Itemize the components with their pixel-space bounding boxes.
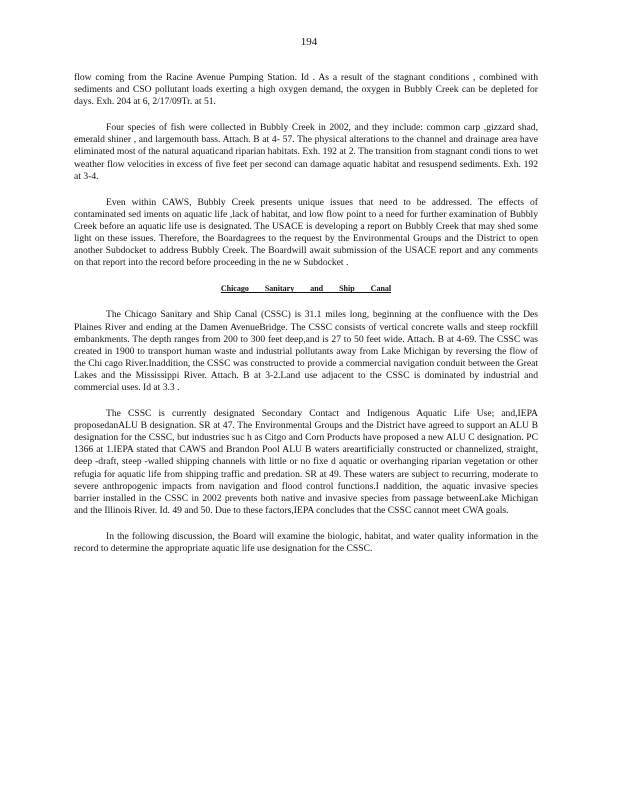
section-heading-cssc: Chicago Sanitary and Ship Canal xyxy=(220,284,392,294)
page-number: 194 xyxy=(300,36,318,48)
paragraph-racine-continuation: flow coming from the Racine Avenue Pumping Station. Id . As a result of the stagnant conditions , combined with sediments and CSO pollutant loads exerting a high oxygen demand, the oxygen in Bubbly Creek can be depleted for days. Exh. 204 at 6, 2/17/09Tr. at 51. xyxy=(74,72,538,108)
paragraph-bubbly-creek-issues: Even within CAWS, Bubbly Creek presents unique issues that need to be addressed. The effects of contaminated sed iments on aquatic life ,lack of habitat, and low flow point to a need for further examination of Bubbly Creek before an aquatic life use is designated. The USACE is developing a report on Bubbly Creek that may shed some light on these issues. Therefore, the Boardagrees to the request by the Environmental Groups and the District to open another Subdocket to address Bubbly Creek. The Boardwill await submission of the USACE report and any comments on that report into the record before proceeding in the ne w Subdocket . xyxy=(74,196,538,269)
paragraph-following-discussion: In the following discussion, the Board will examine the biologic, habitat, and water quality information in the record to determine the appropriate aquatic life use designation for the CSSC. xyxy=(74,530,538,554)
document-body xyxy=(74,72,538,569)
paragraph-cssc-description: The Chicago Sanitary and Ship Canal (CSSC) is 31.1 miles long, beginning at the confluence with the Des Plaines River and ending at the Damen AvenueBridge. The CSSC consists of vertical concrete walls and steep rockfill embankments. The depth ranges from 200 to 300 feet deep,and is 27 to 50 feet wide. Attach. B at 4-69. The CSSC was created in 1900 to transport human waste and industrial pollutants away from Lake Michigan by reversing the flow of the Chi cago River.Inaddition, the CSSC was constructed to provide a commercial navigation conduit between the Great Lakes and the Mississippi River. Attach. B at 3-2.Land use adjacent to the CSSC is dominated by industrial and commercial uses. Id at 3.3 . xyxy=(74,309,538,393)
paragraph-fish-species: Four species of fish were collected in Bubbly Creek in 2002, and they include: common carp ,gizzard shad, emerald shiner , and largemouth bass. Attach. B at 4- 57. The physical alterations to the channel and drainage area have eliminated most of the natural aquaticand riparian habitats. Exh. 192 at 2. The transition from stagnant condi tions to wet weather flow velocities in excess of five feet per second can damage aquatic habitat and resuspend sediments. Exh. 192 at 3-4. xyxy=(74,122,538,182)
paragraph-cssc-designation: The CSSC is currently designated Secondary Contact and Indigenous Aquatic Life Use; and,IEPA proposedanALU B designation. SR at 47. The Environmental Groups and the District have agreed to support an ALU B designation for the CSSC, but industries suc h as Citgo and Corn Products have proposed a new ALU C designation. PC 1366 at 1.IEPA stated that CAWS and Brandon Pool ALU B waters areartificially constructed or channelized, straight, deep -draft, steep -walled shipping channels with little or no fixe d aquatic or overhanging riparian vegetation or other refugia for aquatic life from shipping traffic and predation. SR at 49. These waters are subject to recurring, moderate to severe anthropogenic impacts from navigation and flood control functions.I naddition, the aquatic invasive species barrier installed in the CSSC in 2002 prevents both native and invasive species from passage betweenLake Michigan and the Illinois River. Id. 49 and 50. Due to these factors,IEPA concludes that the CSSC cannot meet CWA goals. xyxy=(74,408,538,516)
